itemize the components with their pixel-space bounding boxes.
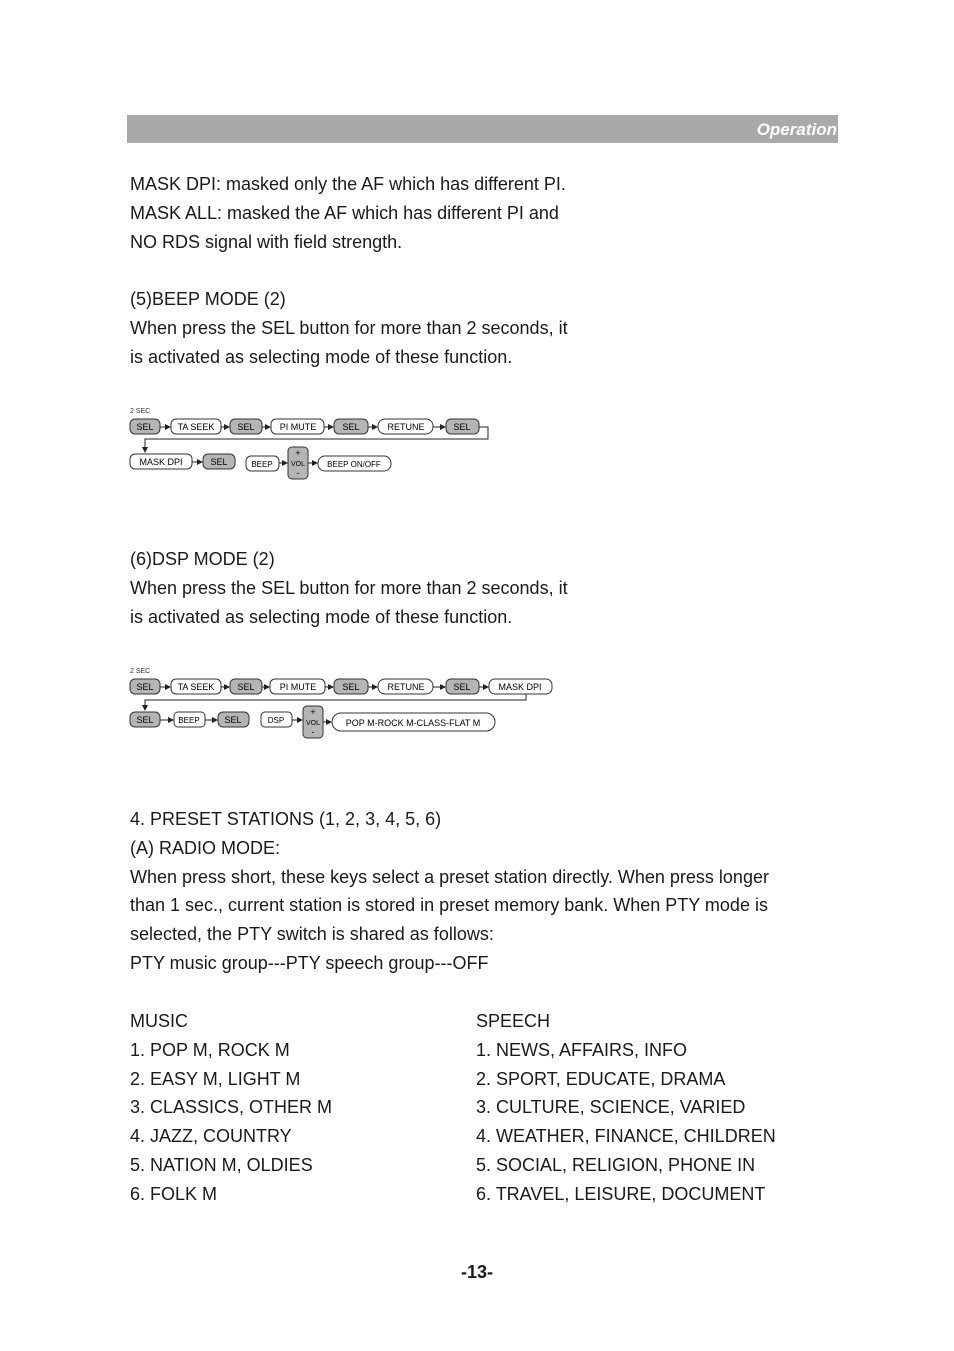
sel-key-label: SEL — [453, 422, 471, 432]
dsp-mode-diagram — [128, 662, 568, 744]
beep-label: BEEP — [178, 716, 200, 725]
speech-column — [476, 1007, 776, 1209]
section-heading: (6)DSP MODE (2) — [130, 549, 275, 569]
page-number: -13- — [460, 1262, 493, 1282]
list-item: 2. EASY M, LIGHT M — [130, 1068, 301, 1089]
retune-label: RETUNE — [387, 682, 425, 692]
vol-plus: + — [295, 448, 301, 458]
text-line: than 1 sec., current station is stored in preset memory bank. When PTY mode is — [130, 895, 768, 916]
section-heading: 4. PRESET STATIONS (1, 2, 3, 4, 5, 6) — [130, 809, 442, 829]
list-item: 3. CLASSICS, OTHER M — [130, 1097, 333, 1118]
text-line: is activated as selecting mode of these function. — [130, 606, 513, 627]
mask-dpi-label: MASK DPI — [498, 682, 542, 692]
sel-key-label: SEL — [136, 422, 154, 432]
mask-dpi-label: MASK DPI — [139, 457, 183, 467]
list-item: 4. WEATHER, FINANCE, CHILDREN — [476, 1126, 776, 1147]
list-item: 2. SPORT, EDUCATE, DRAMA — [476, 1068, 726, 1089]
music-column — [130, 1007, 332, 1209]
sel-key-label: SEL — [210, 457, 228, 467]
pi-mute-label: PI MUTE — [279, 682, 317, 692]
vol-label: VOL — [290, 461, 306, 468]
section-title: Operation — [756, 120, 837, 139]
ta-seek-label: TA SEEK — [177, 682, 215, 692]
sel-key-label: SEL — [453, 682, 471, 692]
text-line: selected, the PTY switch is shared as follows: — [130, 924, 494, 945]
intro-paragraph — [130, 170, 566, 256]
beep-on-off-label: BEEP ON/OFF — [327, 460, 381, 469]
text-line: When press the SEL button for more than 2 seconds, it — [130, 317, 568, 338]
retune-label: RETUNE — [387, 422, 425, 432]
loop-connector — [145, 694, 526, 710]
list-item: 1. POP M, ROCK M — [130, 1039, 290, 1060]
text-line: When press short, these keys select a preset station directly. When press longer — [130, 866, 769, 887]
beep-label: BEEP — [251, 460, 273, 469]
text-line: PTY music group---PTY speech group---OFF — [130, 952, 489, 973]
sel-key-label: SEL — [136, 682, 154, 692]
sel-key-label: SEL — [342, 422, 360, 432]
vol-plus: + — [310, 707, 316, 717]
pi-mute-label: PI MUTE — [279, 422, 317, 432]
list-item: 5. NATION M, OLDIES — [130, 1154, 313, 1175]
sel-key-label: SEL — [237, 422, 255, 432]
sel-key-label: SEL — [237, 682, 255, 692]
dsp-preset-label: POP M-ROCK M-CLASS-FLAT M — [345, 718, 481, 728]
sel-key-label: SEL — [224, 715, 242, 725]
list-item: 1. NEWS, AFFAIRS, INFO — [476, 1039, 688, 1060]
list-item: 6. TRAVEL, LEISURE, DOCUMENT — [476, 1183, 766, 1204]
speech-heading: SPEECH — [476, 1011, 551, 1031]
text-line: When press the SEL button for more than 2 seconds, it — [130, 577, 568, 598]
list-item: 3. CULTURE, SCIENCE, VARIED — [476, 1097, 746, 1118]
dsp-label: DSP — [267, 716, 285, 725]
vol-label: VOL — [305, 720, 321, 727]
two-sec-label: 2 SEC — [130, 668, 151, 675]
header-bar — [127, 115, 838, 143]
beep-mode-diagram — [128, 402, 498, 484]
ta-seek-label: TA SEEK — [177, 422, 215, 432]
list-item: 6. FOLK M — [130, 1183, 218, 1204]
sel-key-label: SEL — [342, 682, 360, 692]
preset-stations-section — [130, 805, 769, 978]
section-heading: (5)BEEP MODE (2) — [130, 289, 286, 309]
dsp-mode-section — [130, 545, 568, 631]
two-sec-label: 2 SEC — [130, 408, 151, 415]
text-line: MASK DPI: masked only the AF which has different PI. — [130, 174, 566, 194]
vol-minus: - — [311, 727, 315, 737]
text-line: MASK ALL: masked the AF which has different PI and — [130, 202, 559, 223]
vol-minus: - — [296, 468, 300, 478]
music-heading: MUSIC — [130, 1011, 188, 1031]
beep-mode-section — [130, 285, 568, 371]
subheading: (A) RADIO MODE: — [130, 837, 281, 858]
list-item: 4. JAZZ, COUNTRY — [130, 1126, 292, 1147]
sel-key-label: SEL — [136, 715, 154, 725]
text-line: is activated as selecting mode of these function. — [130, 346, 513, 367]
text-line: NO RDS signal with field strength. — [130, 231, 403, 252]
list-item: 5. SOCIAL, RELIGION, PHONE IN — [476, 1154, 756, 1175]
